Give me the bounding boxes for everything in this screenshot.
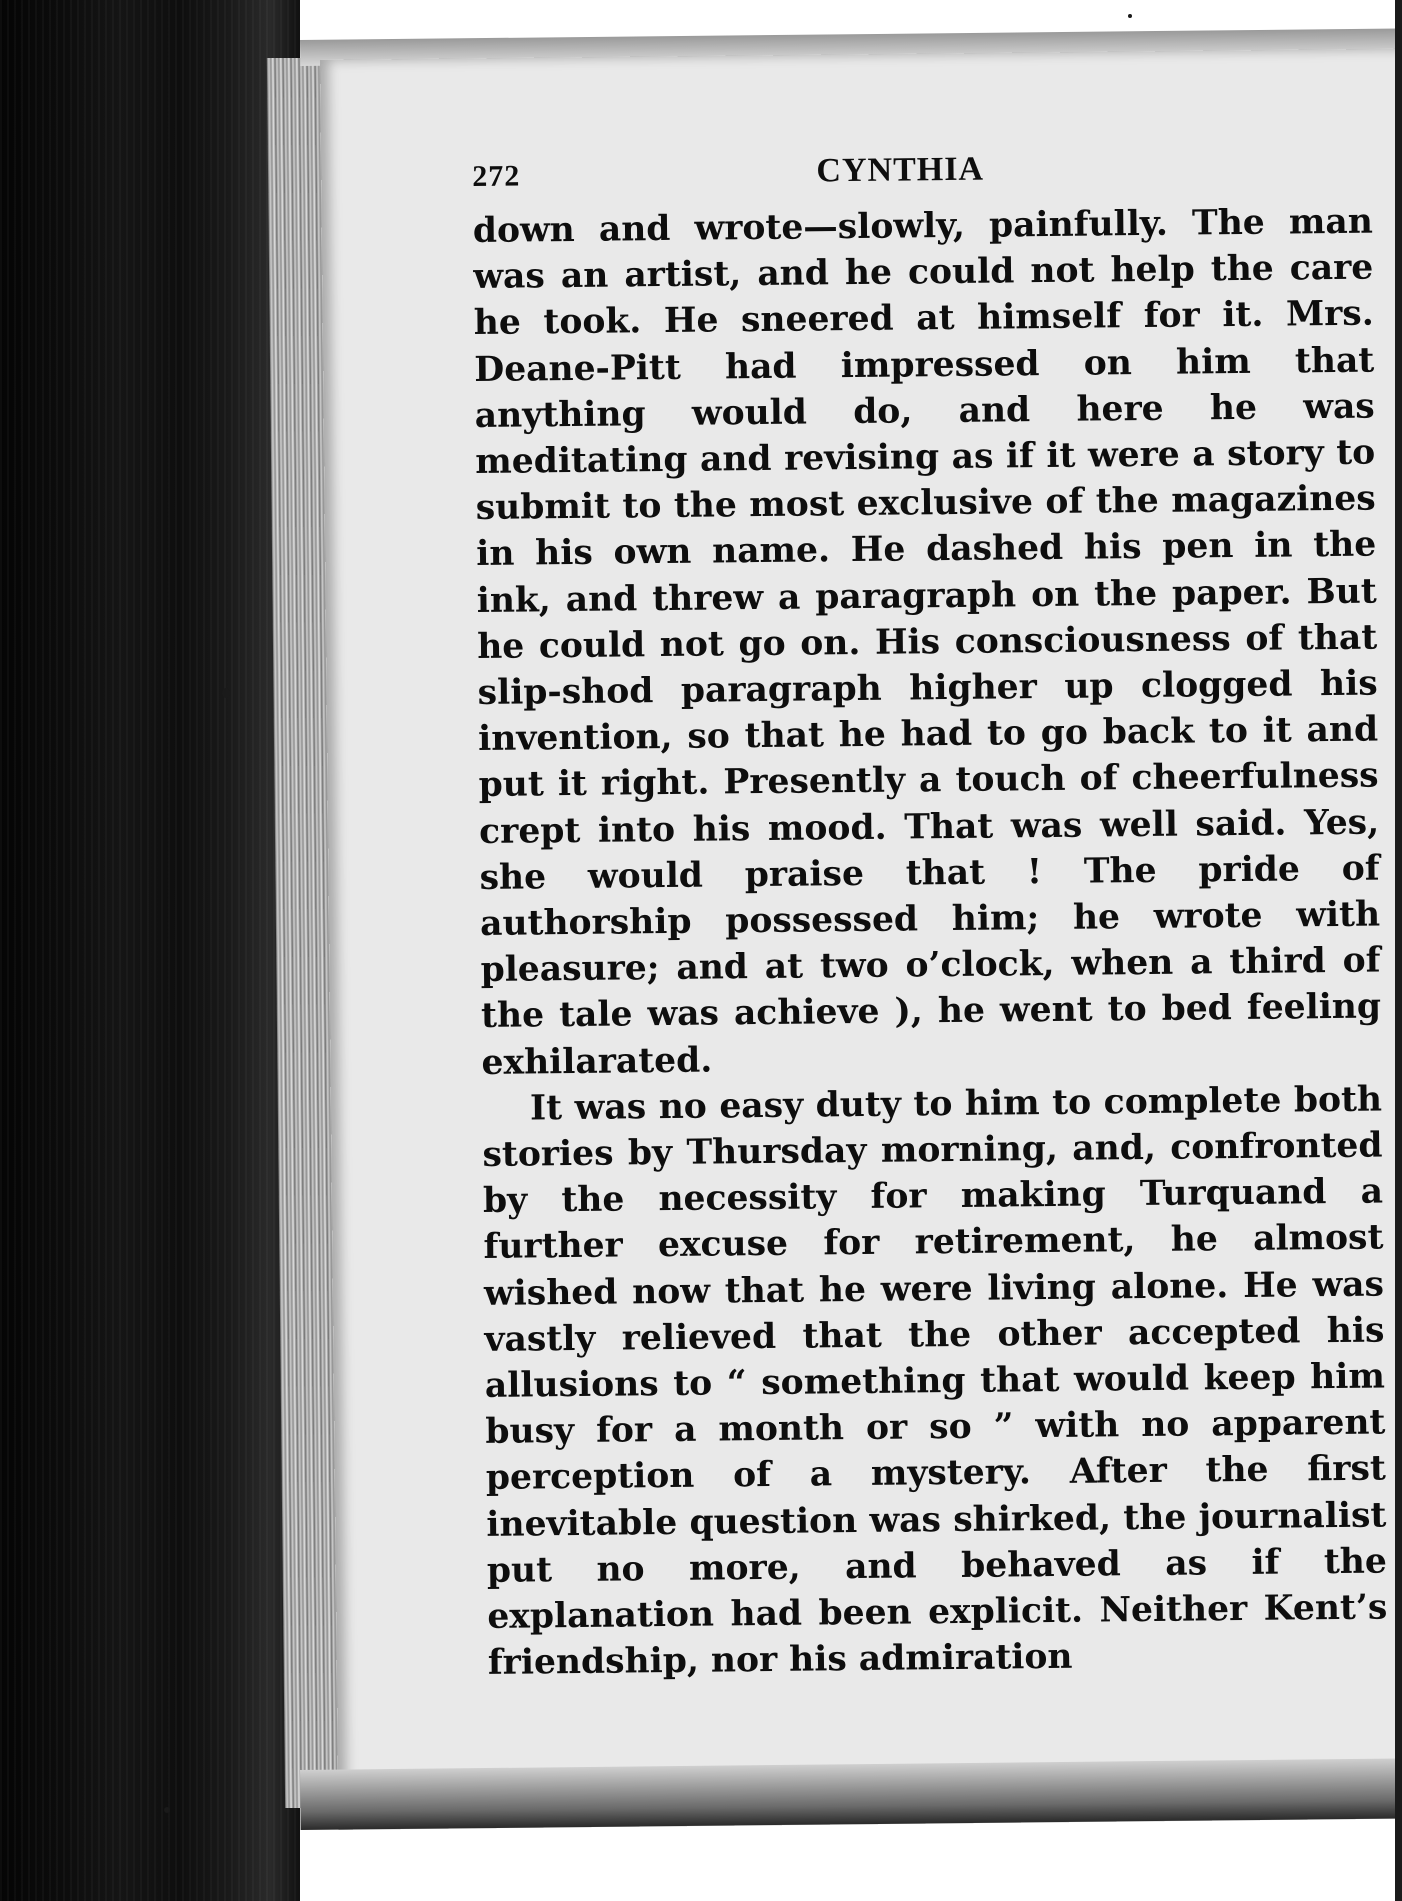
paragraph: down and wrote—slowly, painfully. The man was an artist, and he could not help the care he took. He sneered at himself for it. Mrs. Deane-Pitt had impressed on him that anything would do, and here he was meditating and revising as if it were a story to submit to the most exclusive of the magazines in his own name. He dashed his pen in the ink, and threw a paragraph on the paper. But he could not go on. His consciousness of that slip-shod paragraph higher up clogged his invention, so that he had to go back to it and put it right. Presently a touch of cheerfulness crept into his mood. That was well said. Yes, she would praise that ! The pride of authorship possessed him; he wrote with pleasure; and at two o’clock, when a third of the tale was achieve ), he went to bed feeling exhilarated.: [472, 201, 1382, 1083]
spine-texture: [0, 0, 300, 1901]
paragraph: It was no easy duty to him to complete both stories by Thursday morning, and, confronted by the necessity for making Turquand a further excuse for retirement, he almost wished now that he were living alone. He was vastly relieved that the other accepted his allusions to “ something that would keep him busy for a month or so ” with no apparent perception of a mystery. After the first inevitable question was shirked, the journalist put no more, and behaved as if the explanation had been explicit. Neither Kent’s friendship, nor his admiration: [482, 1079, 1388, 1684]
scan-right-edge: [1395, 0, 1402, 1901]
page-header: [472, 141, 1373, 208]
page-text-block: [472, 141, 1388, 1687]
dust-speck: [1128, 14, 1132, 18]
dust-speck: [222, 688, 230, 698]
page-number: 272: [472, 159, 521, 193]
body-text: [473, 199, 1388, 1687]
running-head: CYNTHIA: [816, 150, 985, 190]
dust-speck: [164, 1807, 170, 1813]
page-bottom-edge: [300, 1758, 1402, 1830]
